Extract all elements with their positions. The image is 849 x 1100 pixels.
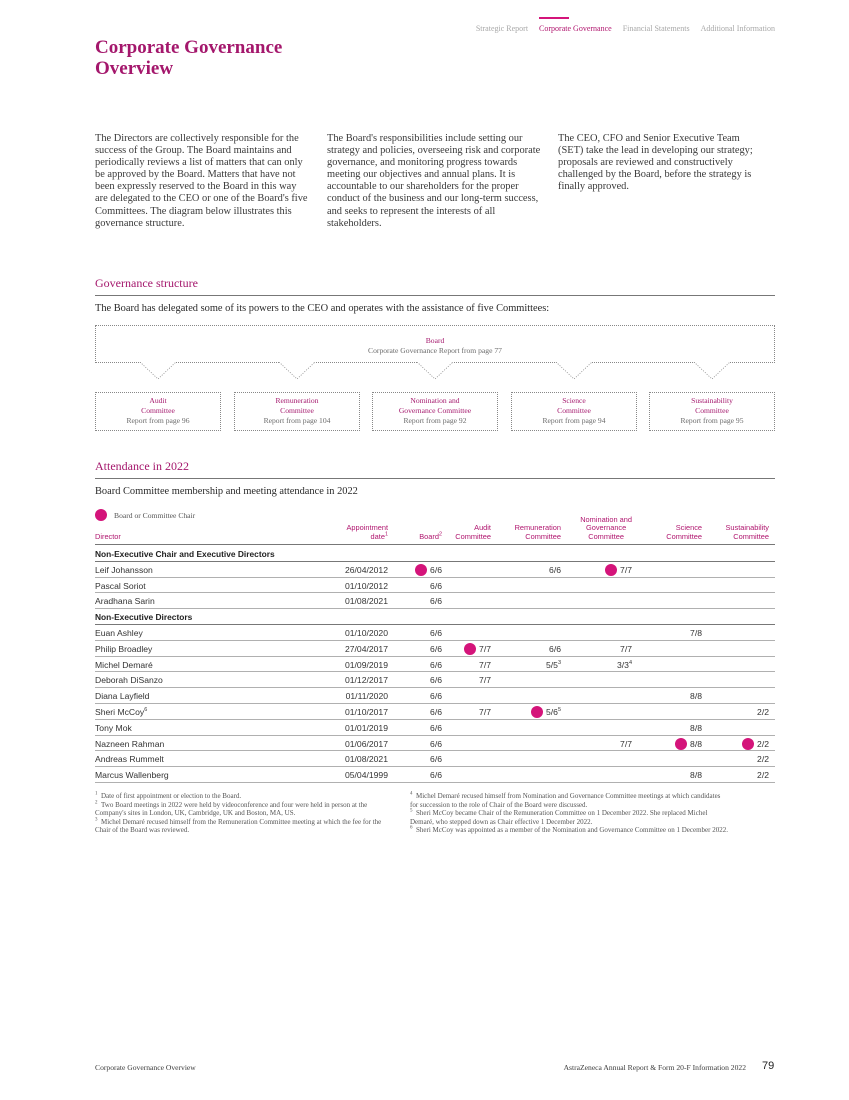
board-ref: Corporate Governance Report from page 77 bbox=[368, 346, 502, 355]
footnote bbox=[95, 818, 395, 835]
table-row bbox=[95, 672, 775, 688]
cell-value: 8/8 bbox=[690, 691, 702, 702]
col-appointment-sup: 1 bbox=[384, 531, 388, 538]
director-name-text: Tony Mok bbox=[95, 722, 132, 733]
footnote-marker: 5 bbox=[410, 808, 413, 814]
cell-director-name bbox=[95, 581, 146, 591]
cell-value: 01/01/2019 bbox=[344, 722, 388, 733]
legend-label: Board or Committee Chair bbox=[114, 510, 196, 520]
cell-audit bbox=[479, 644, 491, 654]
committee-ref: Report from page 104 bbox=[263, 416, 331, 425]
col-sci-l2: Committee bbox=[666, 532, 702, 542]
committee-name: Committee bbox=[557, 406, 591, 415]
cell-sustainability bbox=[757, 770, 769, 780]
committee-ref: Report from page 95 bbox=[680, 416, 744, 425]
footnote-ref: 6 bbox=[144, 707, 148, 714]
cell-audit bbox=[479, 675, 491, 685]
cell-director-name bbox=[95, 754, 164, 764]
chair-dot-icon bbox=[605, 564, 617, 576]
col-science bbox=[666, 524, 702, 542]
cell-value: 6/6 bbox=[430, 722, 442, 733]
group-label: Non-Executive Directors bbox=[95, 612, 193, 623]
intro-column-2: The Board's responsibilities include setting our strategy and policies, overseeing risk and corporate governance, and monitoring progress towards meeting our objectives and annual plans. It is accountable to our shareholders for the proper conduct of the business and our long-term success, and seeks to represent the interests of all stakeholders. bbox=[327, 133, 541, 229]
cell-appointment-date bbox=[345, 754, 388, 764]
col-sus-l1: Sustainability bbox=[725, 523, 769, 533]
col-appointment bbox=[347, 524, 389, 542]
cell-value: 7/7 bbox=[620, 738, 632, 749]
cell-board bbox=[430, 739, 442, 749]
col-board bbox=[419, 533, 442, 542]
page-title: Corporate Governance Overview bbox=[95, 37, 283, 79]
table-row bbox=[95, 720, 775, 736]
cell-appointment-date bbox=[345, 628, 388, 638]
cell-board bbox=[430, 770, 442, 780]
footnote bbox=[410, 809, 730, 826]
director-name-text: Euan Ashley bbox=[95, 628, 143, 638]
col-rem-l1: Remuneration bbox=[514, 523, 561, 533]
cell-value: 7/7 bbox=[479, 659, 491, 670]
cell-value: 8/8 bbox=[690, 738, 702, 749]
cell-value: 6/6 bbox=[430, 691, 442, 702]
cell-director-name bbox=[95, 628, 143, 638]
director-name-text: Sheri McCoy bbox=[95, 707, 145, 717]
cell-director-name bbox=[95, 691, 149, 701]
committee-name: Committee bbox=[280, 406, 314, 415]
table-group-heading bbox=[95, 609, 775, 625]
cell-nomination bbox=[620, 644, 632, 654]
footnote-text: Sheri McCoy was appointed as a member of the Nomination and Governance Committee on 1 December 2022. bbox=[416, 826, 728, 835]
cell-sustainability bbox=[757, 754, 769, 764]
cell-value: 6/6 bbox=[549, 643, 561, 654]
footnote-text: Sheri McCoy became Chair of the Remuneration Committee on 1 December 2022. She replaced Michel Demaré, who stepped down as Chair effective 1 December 2022. bbox=[410, 809, 708, 826]
cell-board bbox=[430, 628, 442, 638]
cell-value: 3/3 bbox=[616, 659, 629, 670]
cell-sustainability bbox=[757, 707, 769, 717]
cell-director-name bbox=[95, 565, 153, 575]
table-row bbox=[95, 625, 775, 641]
col-audit-l2: Committee bbox=[455, 532, 491, 542]
cell-value: 7/7 bbox=[479, 643, 491, 654]
cell-value: 6/6 bbox=[430, 738, 442, 749]
committee-remuneration bbox=[234, 392, 360, 431]
col-nom-l2: Governance bbox=[585, 523, 627, 533]
cell-value: 6/6 bbox=[549, 564, 561, 575]
footnote bbox=[95, 792, 395, 801]
footnote-marker: 4 bbox=[410, 791, 413, 797]
cell-appointment-date bbox=[345, 707, 388, 717]
cell-value: 05/04/1999 bbox=[344, 770, 388, 781]
cell-value: 7/7 bbox=[620, 643, 632, 654]
cell-board bbox=[430, 675, 442, 685]
cell-audit bbox=[479, 707, 491, 717]
table-row bbox=[95, 736, 775, 752]
cell-value: 6/6 bbox=[430, 580, 442, 591]
director-name-text: Aradhana Sarin bbox=[95, 596, 155, 607]
cell-appointment-date bbox=[345, 565, 388, 575]
attendance-heading: Attendance in 2022 bbox=[95, 459, 775, 479]
cell-remuneration bbox=[546, 707, 561, 717]
footnote-text: Date of first appointment or election to the Board. bbox=[101, 792, 242, 800]
cell-science bbox=[690, 770, 702, 780]
cell-board bbox=[430, 596, 442, 606]
committee-audit bbox=[95, 392, 221, 431]
cell-value: 2/2 bbox=[757, 770, 769, 781]
footer-section: Corporate Governance Overview bbox=[95, 1063, 196, 1072]
cell-value: 7/7 bbox=[620, 564, 632, 575]
col-audit-l1: Audit bbox=[474, 523, 491, 533]
cell-board bbox=[430, 707, 442, 717]
cell-value: 6/6 bbox=[430, 707, 442, 717]
footnote bbox=[410, 792, 730, 809]
table-row bbox=[95, 578, 775, 594]
footnote-ref: 4 bbox=[628, 659, 632, 666]
cell-appointment-date bbox=[346, 691, 388, 701]
footnotes-right bbox=[410, 792, 730, 835]
connector-audit bbox=[140, 362, 176, 379]
chair-dot-icon bbox=[675, 738, 687, 750]
cell-value: 01/08/2021 bbox=[344, 596, 388, 607]
cell-value: 8/8 bbox=[690, 770, 702, 781]
table-row bbox=[95, 562, 775, 578]
cell-board bbox=[430, 723, 442, 733]
col-sus-l2: Committee bbox=[733, 532, 769, 542]
cell-value: 6/6 bbox=[430, 659, 442, 670]
cell-value: 01/10/2017 bbox=[344, 707, 388, 717]
committee-name: Sustainability bbox=[691, 396, 733, 405]
col-rem-l2: Committee bbox=[525, 532, 561, 542]
cell-board bbox=[430, 754, 442, 764]
cell-board bbox=[430, 644, 442, 654]
cell-value: 2/2 bbox=[757, 707, 769, 717]
table-row bbox=[95, 688, 775, 704]
chair-dot-icon bbox=[415, 564, 427, 576]
cell-value: 2/2 bbox=[757, 738, 769, 749]
cell-board bbox=[430, 691, 442, 701]
committee-sustainability bbox=[649, 392, 775, 431]
director-name-text: Diana Layfield bbox=[95, 691, 150, 702]
table-row bbox=[95, 593, 775, 609]
footnotes-left bbox=[95, 792, 395, 835]
committee-ref: Report from page 94 bbox=[542, 416, 606, 425]
cell-director-name bbox=[95, 739, 164, 749]
footnote-marker: 3 bbox=[95, 817, 98, 823]
col-appointment-text: date bbox=[370, 532, 385, 542]
cell-value: 01/06/2017 bbox=[344, 738, 388, 749]
table-group-heading bbox=[95, 546, 775, 562]
cell-nomination bbox=[620, 565, 632, 575]
committee-name: Nomination and bbox=[410, 396, 460, 405]
col-sci-l1: Science bbox=[675, 523, 702, 533]
director-name-text: Leif Johansson bbox=[95, 564, 153, 575]
director-name-text: Michel Demaré bbox=[95, 659, 153, 670]
cell-director-name bbox=[95, 770, 169, 780]
cell-value: 7/7 bbox=[479, 707, 491, 717]
cell-remuneration bbox=[549, 644, 561, 654]
col-sustainability bbox=[725, 524, 769, 542]
cell-value: 01/08/2021 bbox=[344, 754, 388, 765]
committee-name: Committee bbox=[141, 406, 175, 415]
cell-nomination bbox=[620, 739, 632, 749]
table-row bbox=[95, 704, 775, 720]
col-remuneration bbox=[515, 524, 561, 542]
cell-board bbox=[430, 565, 442, 575]
cell-value: 6/6 bbox=[430, 675, 442, 686]
cell-value: 7/8 bbox=[690, 628, 702, 638]
committee-name: Audit bbox=[149, 396, 167, 405]
cell-appointment-date bbox=[345, 644, 388, 654]
cell-remuneration bbox=[549, 565, 561, 575]
cell-value: 5/6 bbox=[545, 707, 558, 717]
cell-director-name bbox=[95, 675, 163, 685]
col-director: Director bbox=[95, 532, 121, 542]
cell-value: 2/2 bbox=[757, 754, 769, 765]
col-board-text: Board bbox=[419, 532, 439, 542]
footnote bbox=[410, 826, 730, 835]
governance-heading: Governance structure bbox=[95, 276, 775, 296]
committee-science bbox=[511, 392, 637, 431]
cell-value: 5/5 bbox=[545, 659, 558, 670]
col-appointment-l1: Appointment bbox=[346, 523, 388, 533]
cell-value: 6/6 bbox=[430, 596, 442, 607]
cell-value: 26/04/2012 bbox=[344, 564, 388, 575]
cell-director-name bbox=[95, 596, 155, 606]
col-audit bbox=[455, 524, 491, 542]
nav-additional-information[interactable]: Additional Information bbox=[700, 24, 775, 33]
cell-value: 7/7 bbox=[479, 675, 491, 686]
intro-column-1: The Directors are collectively responsible for the success of the Group. The Board maintains and periodically reviews a list of matters that can only be approved by the Board. Matters that have not been expressly reserved to the Board in this way are delegated to the CEO or one of the Board's five Committees. The diagram below illustrates this governance structure. bbox=[95, 133, 308, 229]
cell-appointment-date bbox=[345, 581, 388, 591]
footnote-text: Michel Demaré recused himself from Nomination and Governance Committee meetings at which candidates for succession to the role of Chair of the Board were discussed. bbox=[410, 792, 721, 809]
committee-ref: Report from page 92 bbox=[403, 416, 467, 425]
col-board-sup: 2 bbox=[438, 531, 442, 538]
connector-sustainability bbox=[694, 362, 730, 379]
group-label: Non-Executive Chair and Executive Directors bbox=[95, 549, 275, 559]
section-nav bbox=[476, 24, 775, 33]
cell-value: 6/6 bbox=[430, 564, 442, 575]
board-box bbox=[95, 325, 775, 363]
cell-appointment-date bbox=[345, 723, 388, 733]
cell-appointment-date bbox=[345, 596, 388, 606]
cell-director-name bbox=[95, 660, 153, 670]
footnote bbox=[95, 801, 395, 818]
director-name-text: Nazneen Rahman bbox=[95, 738, 165, 749]
committee-nomination bbox=[372, 392, 498, 431]
committee-name: Committee bbox=[695, 406, 729, 415]
nav-strategic-report[interactable]: Strategic Report bbox=[475, 24, 529, 33]
footnote-text: Two Board meetings in 2022 were held by videoconference and four were held in person at the Company's sites in London, UK, Cambridge, UK and Boston, MA, US. bbox=[95, 800, 368, 818]
footnote-text: Michel Demaré recused himself from the Remuneration Committee meeting at which the fee for the Chair of the Board was reviewed. bbox=[95, 817, 382, 835]
table-row bbox=[95, 641, 775, 657]
intro-column-3: The CEO, CFO and Senior Executive Team (SET) take the lead in developing our strategy; proposals are reviewed and constructively challenged by the Board, before the strategy is finally approved. bbox=[558, 133, 753, 193]
cell-science bbox=[690, 723, 702, 733]
table-row bbox=[95, 657, 775, 673]
cell-appointment-date bbox=[345, 660, 388, 670]
connector-remuneration bbox=[279, 362, 315, 379]
connector-nomination bbox=[417, 362, 453, 379]
director-name-text: Philip Broadley bbox=[95, 643, 153, 654]
cell-director-name bbox=[95, 723, 132, 733]
cell-appointment-date bbox=[345, 770, 388, 780]
cell-board bbox=[430, 660, 442, 670]
cell-science bbox=[690, 691, 702, 701]
cell-appointment-date bbox=[345, 739, 388, 749]
cell-value: 6/6 bbox=[430, 770, 442, 781]
governance-subheading: The Board has delegated some of its powers to the CEO and operates with the assistance of five Committees: bbox=[95, 303, 550, 314]
cell-value: 8/8 bbox=[690, 722, 702, 733]
footer-publication: AstraZeneca Annual Report & Form 20-F Information 2022 bbox=[563, 1063, 746, 1072]
cell-appointment-date bbox=[345, 675, 388, 685]
cell-remuneration bbox=[546, 660, 561, 670]
governance-connectors bbox=[95, 362, 775, 382]
director-name-text: Andreas Rummelt bbox=[95, 754, 164, 765]
chair-dot-icon bbox=[531, 706, 543, 718]
col-nom-l3: Committee bbox=[588, 532, 624, 542]
connector-science bbox=[556, 362, 592, 379]
nav-financial-statements[interactable]: Financial Statements bbox=[622, 24, 690, 33]
attendance-table-header bbox=[95, 515, 775, 545]
cell-science bbox=[690, 628, 702, 638]
cell-director-name bbox=[95, 707, 147, 717]
committee-name: Science bbox=[562, 396, 586, 405]
cell-audit bbox=[479, 660, 491, 670]
cell-value: 01/10/2020 bbox=[344, 628, 388, 638]
chair-dot-icon bbox=[464, 643, 476, 655]
table-row bbox=[95, 767, 775, 783]
committee-name: Governance Committee bbox=[398, 406, 472, 415]
committee-name: Remuneration bbox=[275, 396, 319, 405]
footnote-marker: 6 bbox=[410, 826, 413, 832]
footnote-ref: 3 bbox=[557, 659, 561, 666]
cell-value: 01/11/2020 bbox=[345, 691, 388, 702]
cell-board bbox=[430, 581, 442, 591]
cell-value: 01/10/2012 bbox=[344, 580, 388, 591]
chair-dot-icon bbox=[742, 738, 754, 750]
cell-value: 01/12/2017 bbox=[344, 675, 388, 686]
cell-nomination bbox=[617, 660, 632, 670]
col-nomination bbox=[580, 516, 632, 542]
footnote-ref: 5 bbox=[557, 707, 561, 714]
director-name-text: Marcus Wallenberg bbox=[95, 770, 169, 781]
cell-value: 01/09/2019 bbox=[344, 659, 388, 670]
page-number: 79 bbox=[762, 1060, 775, 1072]
nav-corporate-governance[interactable]: Corporate Governance bbox=[539, 24, 612, 33]
cell-value: 6/6 bbox=[430, 628, 442, 638]
footnote-marker: 1 bbox=[95, 791, 98, 797]
board-title: Board bbox=[425, 336, 445, 345]
table-row bbox=[95, 751, 775, 767]
cell-value: 6/6 bbox=[430, 754, 442, 765]
director-name-text: Deborah DiSanzo bbox=[95, 675, 163, 686]
cell-sustainability bbox=[757, 739, 769, 749]
director-name-text: Pascal Soriot bbox=[95, 580, 146, 591]
cell-value: 6/6 bbox=[430, 643, 442, 654]
attendance-subheading: Board Committee membership and meeting attendance in 2022 bbox=[95, 486, 358, 497]
col-appointment-l2 bbox=[347, 533, 389, 542]
footnote-marker: 2 bbox=[95, 800, 98, 806]
cell-science bbox=[690, 739, 702, 749]
cell-value: 27/04/2017 bbox=[344, 643, 388, 654]
committee-ref: Report from page 96 bbox=[126, 416, 190, 425]
cell-director-name bbox=[95, 644, 152, 654]
col-nom-l1: Nomination and bbox=[580, 514, 632, 524]
